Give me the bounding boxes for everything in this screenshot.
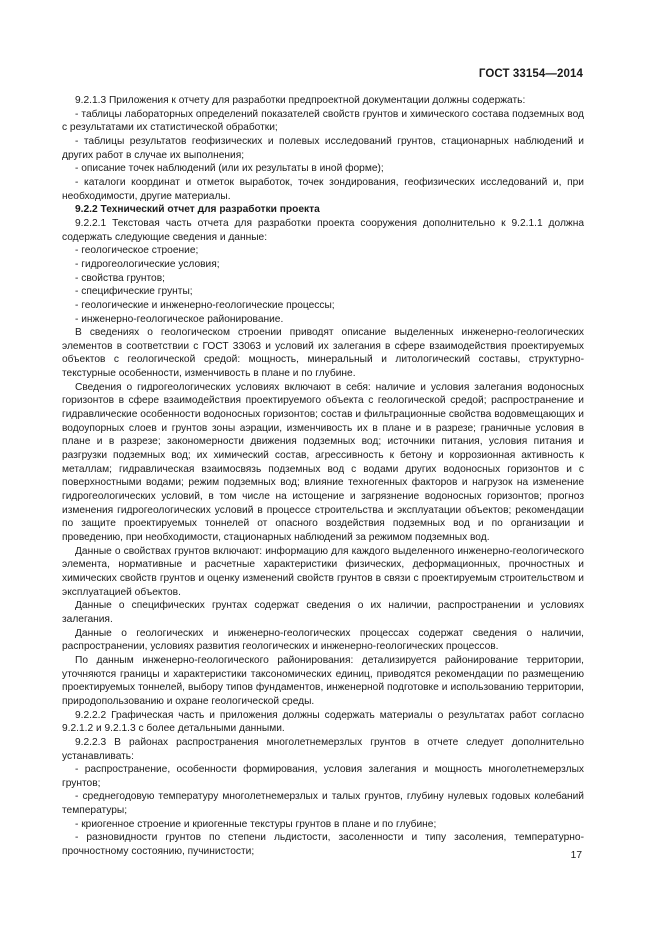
paragraph: - геологические и инженерно-геологические процессы; [75,299,335,311]
paragraph: 9.2.1.3 Приложения к отчету для разработки предпроектной документации должны содержать: [75,95,526,106]
paragraph: - криогенное строение и криогенные текстуры грунтов в плане и по глубине; [75,818,437,830]
paragraph: - таблицы результатов геофизических и полевых исследований грунтов, стационарных наблюдений и других работ в случае их выполнения; [62,135,584,161]
paragraph: Сведения о гидрогеологических условиях включают в себя: наличие и условия залегания водоносных горизонтов в сфере взаимодействия проектируемого объекта с геологической средой; распространение и гидравлические особенности водоносных горизонтов; состав и фильтрационные свойства водовмещающих и водоупорных слоев и грунтов зоны аэрации, изменчивость их в плане и в разрезе; граничные условия в плане и в разрезе; закономерности движения подземных вод; источники питания, условия питания и разгрузки подземных вод; их химический состав, агрессивность к бетону и коррозионная активность к металлам; гидравлическая взаимосвязь подземных вод с водами других водоносных горизонтов и с поверхностными водами; режим подземных вод; влияние техногенных факторов и нагрузок на изменение гидрогеологических условий, в том числе на истощение и загрязнение водоносных горизонтов; прогноз изменения гидрогеологических условий в процессе строительства и эксплуатации объектов; рекомендации по защите проектируемых тоннелей от опасного воздействия подземных вод и по организации и проведению, при необходимости, стационарных наблюдений за режимом подземных вод. [62,381,584,543]
paragraph: - каталоги координат и отметок выработок, точек зондирования, геофизических исследований и, при необходимости, другие материалы. [62,176,584,202]
paragraph: Данные о свойствах грунтов включают: информацию для каждого выделенного инженерно-геологического элемента, нормативные и расчетные характеристики физических, деформационных, прочностных и химических свойств грунтов и оценку изменений свойств грунтов в связи с проектируемым строительством и эксплуатацией объектов. [62,545,584,598]
paragraph: В сведениях о геологическом строении приводят описание выделенных инженерно-геологических элементов в соответствии с ГОСТ 33063 и условий их залегания в сфере взаимодействия проектируемых объектов с геологической средой: мощность, минеральный и литологический составы, структурно-текстурные особенности, изменчивость в плане и по глубине. [62,327,584,380]
paragraph: Данные о специфических грунтах содержат сведения о их наличии, распространении и условиях залегания. [62,600,584,625]
paragraph: - среднегодовую температуру многолетнемерзлых и талых грунтов, глубину нулевых годовых колебаний температуры; [62,791,584,817]
paragraph: По данным инженерно-геологического районирования: детализируется районирование территории, уточняются границы и характеристики таксономических единиц, приводятся рекомендации по размещению проектируемых тоннелей, выбору типов фундаментов, инженерной подготовке и использованию территории, природопользованию и охране геологической среды. [62,654,584,707]
document-body [62,94,584,859]
paragraph: - распространение, особенности формирования, условия залегания и мощность многолетнемерзлых грунтов; [62,764,584,789]
paragraph: - таблицы лабораторных определений показателей свойств грунтов и химического состава подземных вод с результатами их статистической обработки; [62,108,584,134]
page-number: 17 [570,850,582,861]
paragraph: - геологическое строение; [75,245,199,257]
paragraph: - инженерно-геологическое районирование. [75,313,284,325]
paragraph: 9.2.2.2 Графическая часть и приложения должны содержать материалы о результатах работ согласно 9.2.1.2 и 9.2.1.3 с более детальными данными. [62,709,584,735]
paragraph: - специфические грунты; [75,286,193,298]
paragraph: - гидрогеологические условия; [75,258,220,270]
document-code-header: ГОСТ 33154—2014 [478,68,583,80]
section-heading: 9.2.2 Технический отчет для разработки проекта [75,204,320,216]
paragraph: - описание точек наблюдений (или их результаты в иной форме); [75,163,384,175]
paragraph: - свойства грунтов; [75,272,165,284]
paragraph: 9.2.2.1 Текстовая часть отчета для разработки проекта сооружения дополнительно к 9.2.1.1 должна содержать следующие сведения и данные: [62,217,584,243]
paragraph: 9.2.2.3 В районах распространения многолетнемерзлых грунтов в отчете следует дополнительно устанавливать: [62,736,584,762]
paragraph: Данные о геологических и инженерно-геологических процессах содержат сведения о наличии, распространении, условиях развития геологических и инженерно-геологических процессов. [62,627,584,653]
paragraph: - разновидности грунтов по степени льдистости, засоленности и типу засоления, температурно-прочностному состоянию, пучинистости; [62,832,584,858]
